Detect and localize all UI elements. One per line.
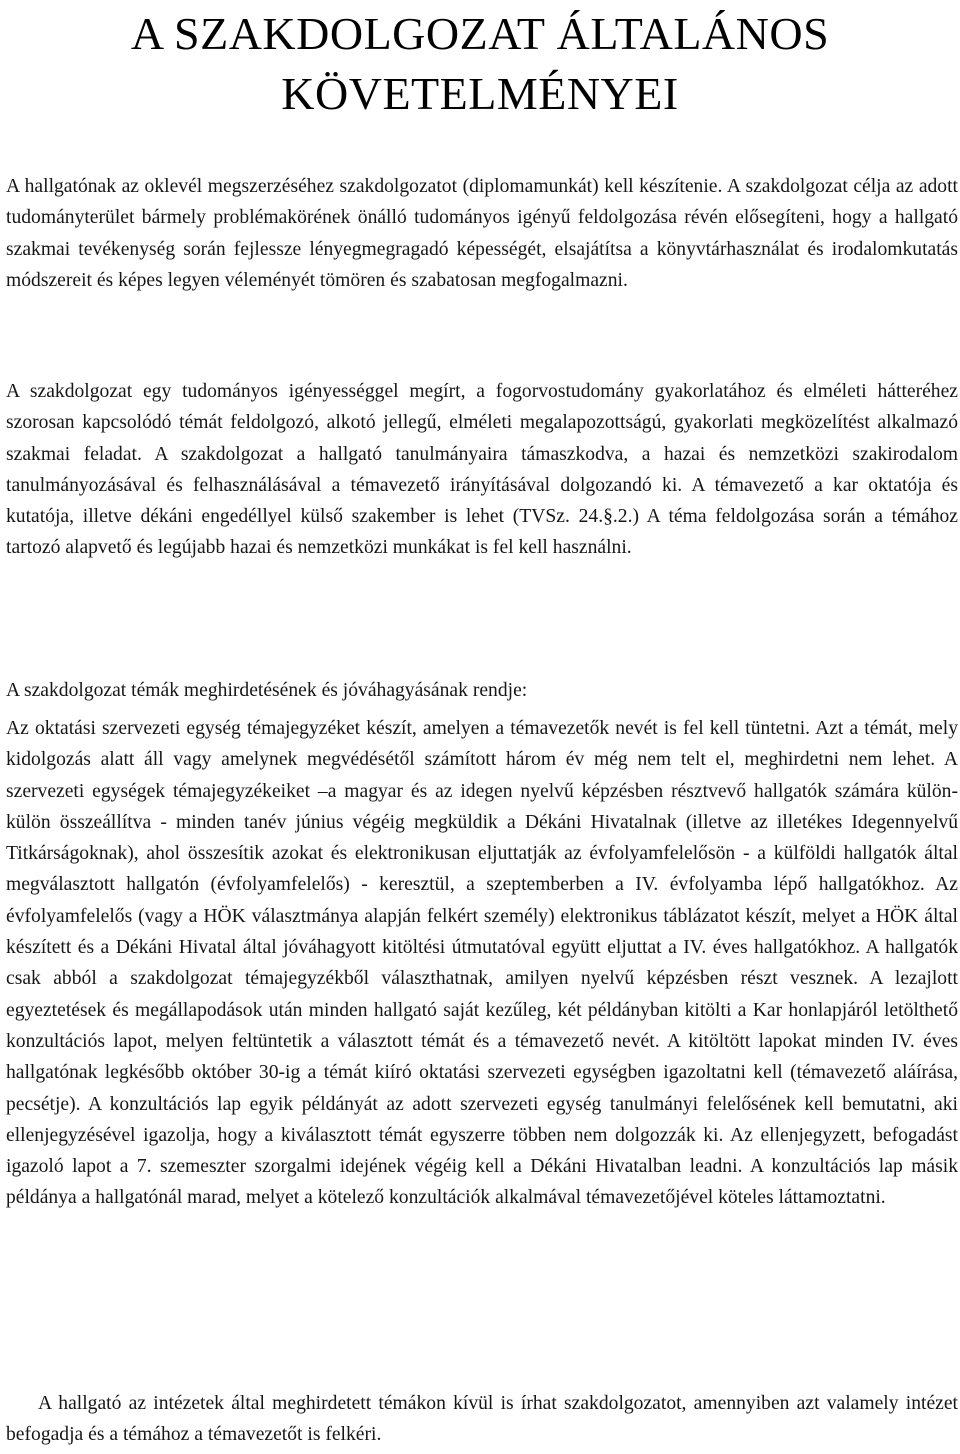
document-title-line-2: KÖVETELMÉNYEI [281, 68, 679, 119]
paragraph-own-topic: A hallgató az intézetek által meghirdetett témákon kívül is írhat szakdolgozatot, amennyiben azt valamely intézet befogadja és a témához a témavezetőt is felkéri. [6, 1393, 958, 1446]
paragraph-procedure: Az oktatási szervezeti egység témajegyzéket készít, amelyen a témavezetők nevét is fel kell tüntetni. Azt a témát, mely kidolgozás alatt áll vagy amelynek megvédésétől számított három év még nem telt el, meghirdetni nem lehet. A szervezeti egységek témajegyzékeiket –a magyar és az idegen nyelvű képzésben résztvevő hallgatók számára külön-külön összeállítva - minden tanév június végéig megküldik a Dékáni Hivatalnak (illetve az illetékes Idegennyelvű Titkárságoknak), ahol összesítik azokat és elektronikusan eljuttatják az évfolyamfelelősön - a külföldi hallgatók által megválasztott hallgatón (évfolyamfelelős) - keresztül, a szeptemberben a IV. évfolyamba lépő hallgatókhoz. Az évfolyamfelelős (vagy a HÖK választmánya alapján felkért személy) elektronikus táblázatot készít, melyet a HÖK által készített és a Dékáni Hivatal által jóváhagyott kitöltési útmutatóval együtt eljuttat a IV. éves hallgatókhoz. A hallgatók csak abból a szakdolgozat témajegyzékből választhatnak, amilyen nyelvű képzésben részt vesznek. A lezajlott egyeztetések és megállapodások után minden hallgató saját kezűleg, két példányban kitölti a Kar honlapjáról letölthető konzultációs lapot, melyen feltüntetik a választott témát és a témavezető nevét. A kitöltött lapokat minden IV. éves hallgatónak legkésőbb október 30-ig a témát kiíró oktatási szervezeti egységben igazoltatni kell (témavezető aláírása, pecsétje). A konzultációs lap egyik példányát az adott szervezeti egység tanulmányi felelősének kell bemutatni, aki ellenjegyzésével igazolja, hogy a kiválasztott témát egyszerre többen nem dolgozzák ki. Az ellenjegyzett, befogadást igazoló lapot a 7. szemeszter szorgalmi idejének végéig kell a Dékáni Hivatalban leadni. A konzultációs lap másik példánya a hallgatónál marad, melyet a kötelező konzultációk alkalmával témavezetőjével köteles láttamoztatni. [6, 718, 958, 1209]
document-title-line-1: A SZAKDOLGOZAT ÁLTALÁNOS [130, 8, 830, 59]
section-heading: A szakdolgozat témák meghirdetésének és jóváhagyásának rendje: [6, 680, 528, 701]
paragraph-definition: A szakdolgozat egy tudományos igényességgel megírt, a fogorvostudomány gyakorlatához és elméleti hátteréhez szorosan kapcsolódó témát feldolgozó, alkotó jellegű, elméleti megalapozottságú, gyakorlati megközelítést alkalmazó szakmai feladat. A szakdolgozat a hallgató tanulmányaira támaszkodva, a hazai és nemzetközi szakirodalom tanulmányozásával és felhasználásával a témavezető irányításával dolgozandó ki. A témavezető a kar oktatója és kutatója, illetve dékáni engedéllyel külső szakember is lehet (TVSz. 24.§.2.) A téma feldolgozása során a témához tartozó alapvető és legújabb hazai és nemzetközi munkákat is fel kell használni. [6, 381, 958, 559]
document-title [0, 4, 960, 124]
paragraph-purpose: A hallgatónak az oklevél megszerzéséhez szakdolgozatot (diplomamunkát) kell készítenie. A szakdolgozat célja az adott tudományterület bármely problémakörének önálló tudományos igényű feldolgozása révén elősegíteni, hogy a hallgató szakmai tevékenység során fejlessze lényegmegragadó képességét, elsajátítsa a könyvtárhasználat és irodalomkutatás módszereit és képes legyen véleményét tömören és szabatosan megfogalmazni. [6, 176, 958, 291]
